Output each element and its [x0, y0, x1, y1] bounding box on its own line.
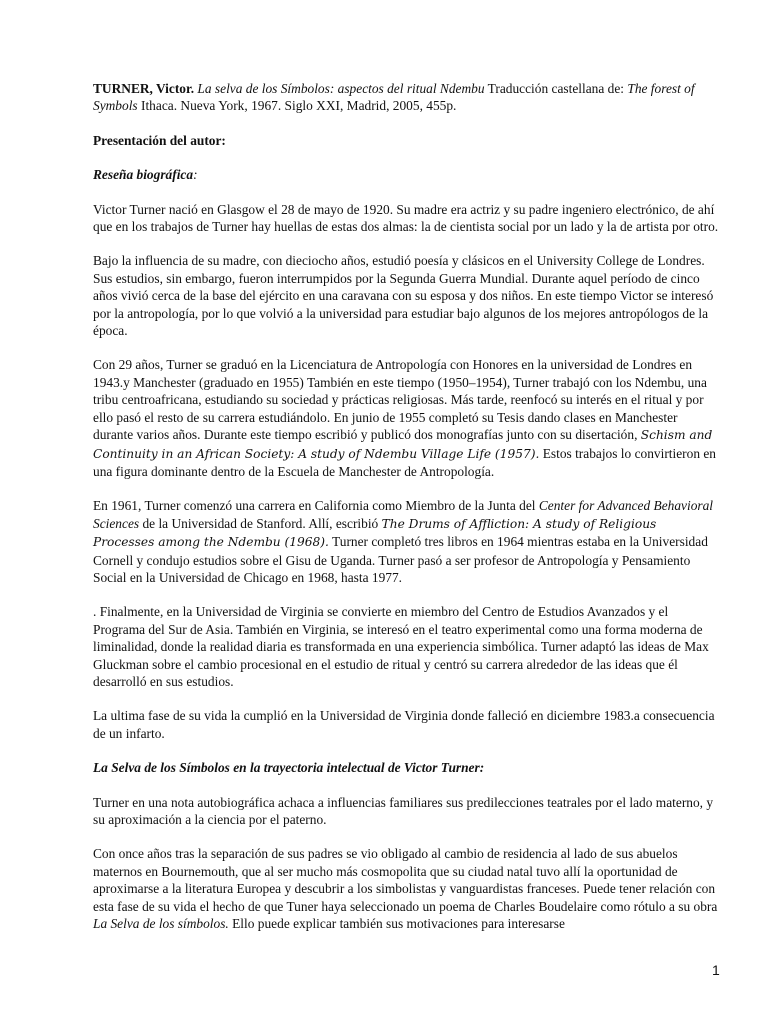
paragraph-8-text-a: Con once años tras la separación de sus padres se vio obligado al cambio de residencia al lado de sus abuelos maternos en Bournemouth, que al ser mucho más cosmopolita que su ciudad natal tuvo allí la oportunidad de aproximarse a la literatura Europea y descubrir a los simbolistas y vanguardistas franceses. Puede tener relación con esta fase de su vida el hecho de que Tuner haya seleccionado un poema de Charles Boudelaire como rótulo a su obra — [93, 846, 718, 914]
paragraph-7: Turner en una nota autobiográfica achaca a influencias familiares sus predilecciones teatrales por el lado materno, y su aproximación a la ciencia por el paterno. — [93, 794, 714, 827]
paragraph-4 — [93, 497, 720, 586]
heading-resena-colon: : — [193, 167, 198, 183]
paragraph-4-text-a: En 1961, Turner comenzó una carrera en California como Miembro de la Junta del — [93, 498, 536, 514]
paragraph-5: . Finalmente, en la Universidad de Virginia se convierte en miembro del Centro de Estudios Avanzados y el Programa del Sur de Asia. También en Virginia, se interesó en el teatro experimental como una forma moderna de liminalidad, donde la realidad diaria es transformada en una experiencia simbólica. Turner adaptó las ideas de Max Gluckman sobre el cambio procesional en el estudio de ritual y centró su carrera alrededor de las ideas que él desarrolló en sus estudios. — [93, 604, 709, 689]
paragraph-2: Bajo la influencia de su madre, con dieciocho años, estudió poesía y clásicos en el University College de Londres. Sus estudios, sin embargo, fueron interrumpidos por la Segunda Guerra Mundial. Durante aquel período de cinco años vivió cerca de la base del ejército en una caravana con su esposa y dos niños. En este tiempo Victor se interesó por la antropología, por lo que volvió a la universidad para estudiar bajo algunos de los mejores antropólogos de la época. — [93, 253, 714, 339]
paragraph-8 — [93, 845, 720, 932]
paragraph-3-text-a: Con 29 años, Turner se graduó en la Licenciatura de Antropología con Honores en la universidad de Londres en 1943.y Manchester (graduado en 1955) También en este tiempo (1950–1954), Turner trabajó con los Ndembu, una tribu centroafricana, estudiando su sociedad y prácticas religiosas. Más tarde, reenfocó su interés en el ritual y por ello pasó el resto de su carrera estudiándolo. En junio de 1955 completó su Tesis dando clases en Manchester durante varios años. Durante este tiempo escribió y publicó dos monografías junto con su disertación, — [93, 357, 707, 443]
page-number: 1 — [712, 962, 720, 978]
paragraph-8-text-b: Ello puede explicar también sus motivaciones para interesarse — [232, 916, 565, 932]
citation — [93, 80, 720, 115]
paragraph-6: La ultima fase de su vida la cumplió en la Universidad de Virginia donde falleció en diciembre 1983.a consecuencia de un infarto. — [93, 708, 715, 741]
heading-presentacion: Presentación del autor: — [93, 132, 226, 148]
paragraph-3-text-b: Estos trabajos lo convirtieron en una figura dominante dentro de la Escuela de Manchester de Antropología. — [93, 445, 716, 479]
heading-selva: La Selva de los Símbolos en la trayectoria intelectual de Victor Turner: — [93, 760, 485, 776]
paragraph-3 — [93, 356, 720, 480]
citation-author: TURNER, Victor. — [93, 81, 195, 96]
paragraph-8-work: La Selva de los símbolos. — [93, 916, 229, 932]
paragraph-4-work: The Drums of Affliction: A study of Religious Processes among the Ndembu (1968). — [93, 516, 657, 550]
heading-resena-line — [93, 166, 720, 183]
paragraph-4-text-b: de la Universidad de Stanford. Allí, escribió — [142, 515, 379, 531]
citation-title-es: La selva de los Símbolos: aspectos del ritual Ndembu — [197, 81, 485, 96]
paragraph-3-work: Schism and Continuity in an African Society: A study of Ndembu Village Life (1957). — [93, 428, 713, 461]
citation-trans-label: Traducción castellana de: — [487, 81, 625, 96]
citation-title-en: The forest of Symbols — [93, 81, 695, 114]
paragraph-1: Victor Turner nació en Glasgow el 28 de mayo de 1920. Su madre era actriz y su padre ingeniero electrónico, de ahí que en los trabajos de Turner hay huellas de estas dos almas: la de cientista social por un lado y la de artista por otro. — [93, 201, 719, 235]
heading-resena: Reseña biográfica — [93, 167, 194, 183]
paragraph-4-text-c: Turner completó tres libros en 1964 mientras estaba en la Universidad Cornell y condujo estudios sobre el Gisu de Uganda. Turner pasó a ser profesor de Antropología y Pensamiento Social en la Universidad de Chicago en 1968, hasta 1977. — [93, 534, 708, 585]
citation-pub: Ithaca. Nueva York, 1967. Siglo XXI, Madrid, 2005, 455p. — [141, 98, 457, 114]
paragraph-4-center: Center for Advanced Behavioral Sciences — [93, 498, 714, 531]
